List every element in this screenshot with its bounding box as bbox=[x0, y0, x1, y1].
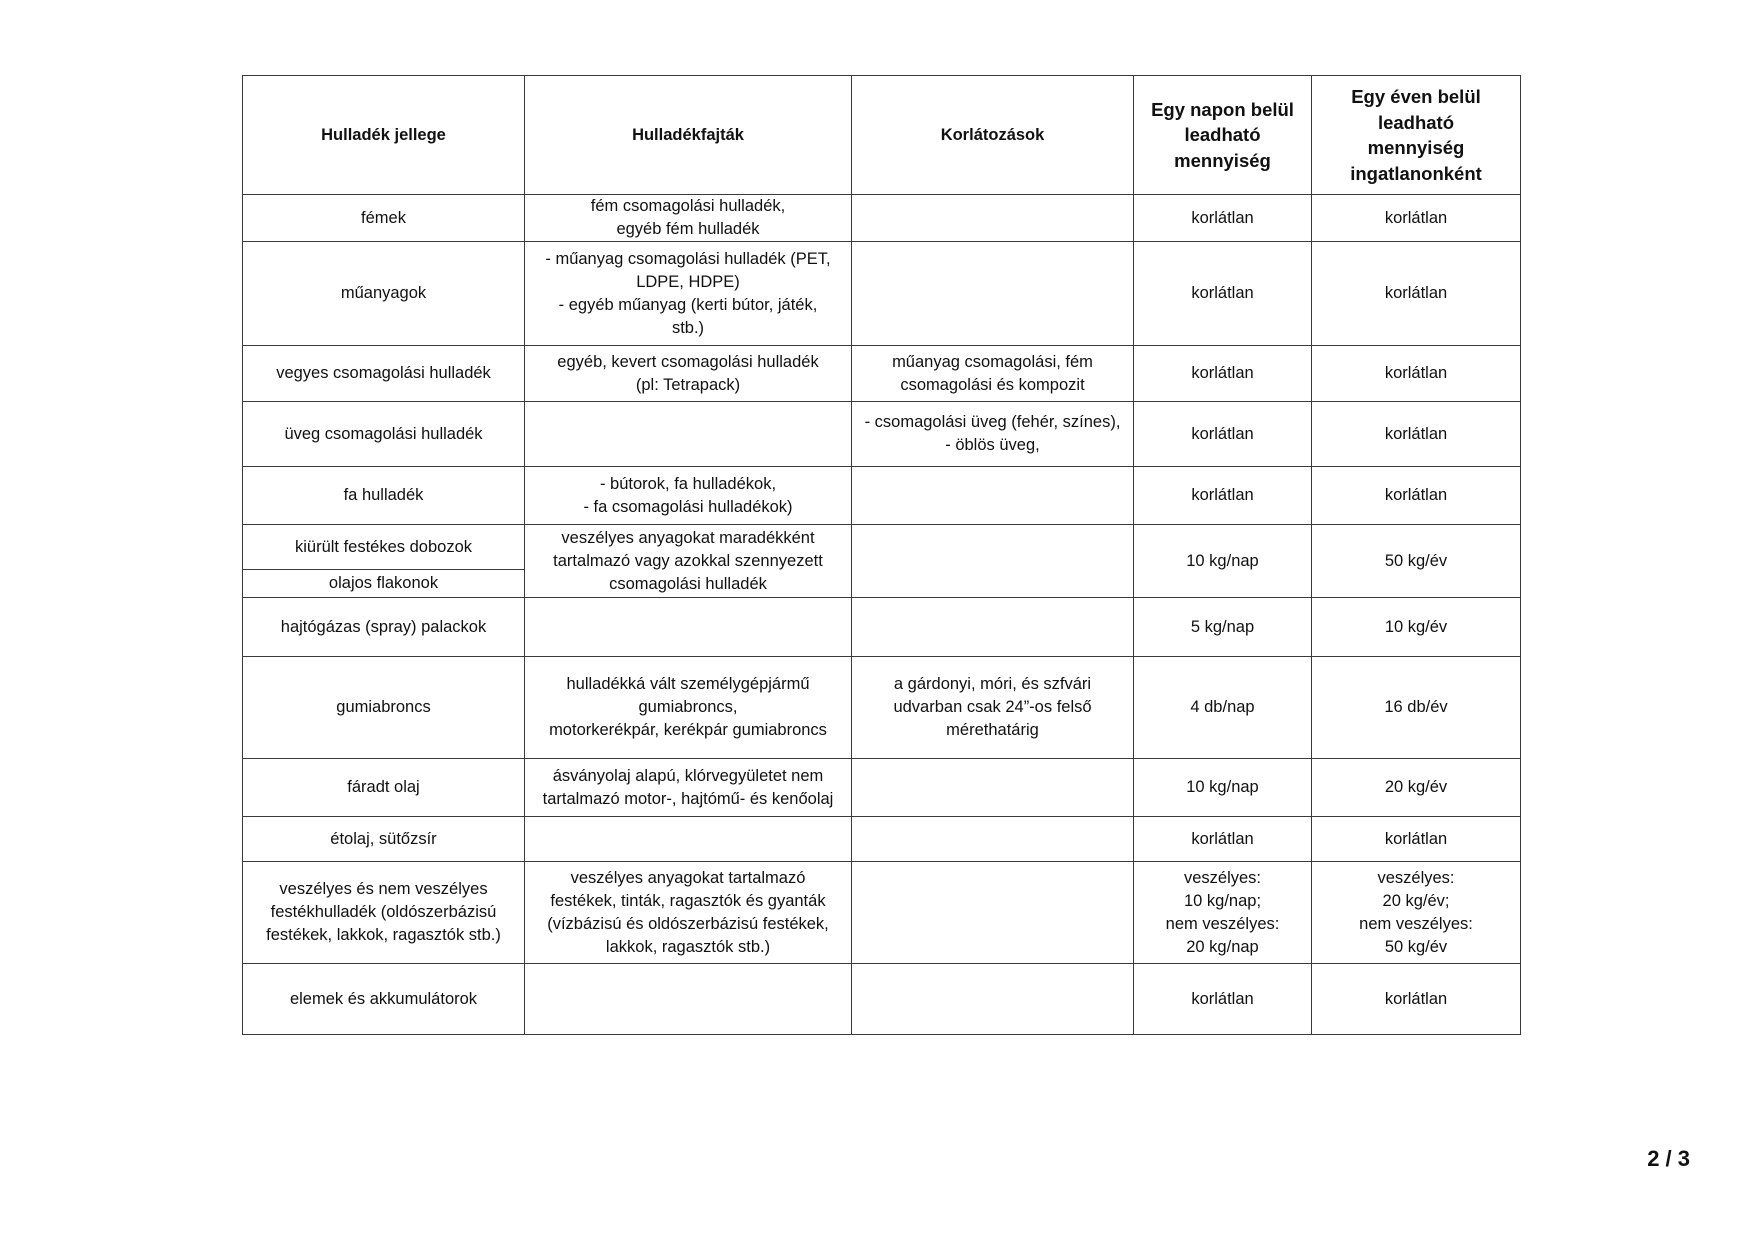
cell-restrictions bbox=[852, 862, 1134, 964]
cell-waste-kinds: veszélyes anyagokat tartalmazó festékek, tinták, ragasztók és gyanták (vízbázisú és oldószerbázisú festékek, lakkok, ragasztók stb.) bbox=[525, 862, 852, 964]
cell-yearly-amount: korlátlan bbox=[1312, 964, 1521, 1035]
cell-waste-kinds bbox=[525, 964, 852, 1035]
cell-restrictions bbox=[852, 525, 1134, 598]
cell-daily-amount: korlátlan bbox=[1134, 964, 1312, 1035]
table-row bbox=[243, 862, 1521, 964]
cell-waste-kinds: - bútorok, fa hulladékok, - fa csomagolási hulladékok) bbox=[525, 467, 852, 525]
cell-waste-type: veszélyes és nem veszélyes festékhulladék (oldószerbázisú festékek, lakkok, ragasztók stb.) bbox=[243, 862, 525, 964]
cell-daily-amount: korlátlan bbox=[1134, 346, 1312, 402]
table-row bbox=[243, 195, 1521, 242]
table-row bbox=[243, 242, 1521, 346]
cell-waste-type: hajtógázas (spray) palackok bbox=[243, 598, 525, 657]
cell-daily-amount: korlátlan bbox=[1134, 195, 1312, 242]
cell-yearly-amount: 10 kg/év bbox=[1312, 598, 1521, 657]
table-row bbox=[243, 346, 1521, 402]
cell-restrictions bbox=[852, 817, 1134, 862]
cell-yearly-amount: korlátlan bbox=[1312, 817, 1521, 862]
table-row bbox=[243, 817, 1521, 862]
cell-restrictions bbox=[852, 598, 1134, 657]
cell-restrictions: műanyag csomagolási, fém csomagolási és kompozit bbox=[852, 346, 1134, 402]
table-row bbox=[243, 964, 1521, 1035]
cell-daily-amount: 10 kg/nap bbox=[1134, 525, 1312, 598]
table-row bbox=[243, 598, 1521, 657]
cell-restrictions bbox=[852, 759, 1134, 817]
cell-waste-type: fémek bbox=[243, 195, 525, 242]
header-restrictions: Korlátozások bbox=[852, 76, 1134, 195]
cell-waste-type: kiürült festékes dobozok bbox=[243, 525, 525, 570]
header-waste-kinds: Hulladékfajták bbox=[525, 76, 852, 195]
cell-daily-amount: veszélyes: 10 kg/nap; nem veszélyes: 20 kg/nap bbox=[1134, 862, 1312, 964]
cell-waste-kinds: veszélyes anyagokat maradékként tartalmazó vagy azokkal szennyezett csomagolási hulladék bbox=[525, 525, 852, 598]
cell-daily-amount: 5 kg/nap bbox=[1134, 598, 1312, 657]
cell-waste-kinds bbox=[525, 817, 852, 862]
cell-restrictions: a gárdonyi, móri, és szfvári udvarban csak 24”-os felső mérethatárig bbox=[852, 657, 1134, 759]
cell-daily-amount: 10 kg/nap bbox=[1134, 759, 1312, 817]
cell-waste-type: vegyes csomagolási hulladék bbox=[243, 346, 525, 402]
header-yearly-amount: Egy éven belül leadható mennyiség ingatlanonként bbox=[1312, 76, 1521, 195]
cell-waste-type: elemek és akkumulátorok bbox=[243, 964, 525, 1035]
table-row bbox=[243, 657, 1521, 759]
cell-yearly-amount: korlátlan bbox=[1312, 402, 1521, 467]
cell-restrictions bbox=[852, 964, 1134, 1035]
header-daily-amount: Egy napon belül leadható mennyiség bbox=[1134, 76, 1312, 195]
cell-restrictions bbox=[852, 195, 1134, 242]
cell-waste-type: üveg csomagolási hulladék bbox=[243, 402, 525, 467]
cell-yearly-amount: 20 kg/év bbox=[1312, 759, 1521, 817]
cell-waste-type: műanyagok bbox=[243, 242, 525, 346]
cell-restrictions bbox=[852, 467, 1134, 525]
table-row bbox=[243, 467, 1521, 525]
cell-restrictions bbox=[852, 242, 1134, 346]
cell-restrictions: - csomagolási üveg (fehér, színes), - öblös üveg, bbox=[852, 402, 1134, 467]
cell-waste-kinds: ásványolaj alapú, klórvegyületet nem tartalmazó motor-, hajtómű- és kenőolaj bbox=[525, 759, 852, 817]
cell-yearly-amount: korlátlan bbox=[1312, 346, 1521, 402]
cell-daily-amount: korlátlan bbox=[1134, 817, 1312, 862]
page-number: 2 / 3 bbox=[1647, 1146, 1690, 1171]
table-header-row bbox=[243, 76, 1521, 195]
table-row bbox=[243, 402, 1521, 467]
cell-waste-kinds: egyéb, kevert csomagolási hulladék (pl: Tetrapack) bbox=[525, 346, 852, 402]
cell-yearly-amount: veszélyes: 20 kg/év; nem veszélyes: 50 kg/év bbox=[1312, 862, 1521, 964]
cell-daily-amount: 4 db/nap bbox=[1134, 657, 1312, 759]
cell-waste-type: fa hulladék bbox=[243, 467, 525, 525]
cell-waste-type: fáradt olaj bbox=[243, 759, 525, 817]
cell-yearly-amount: 50 kg/év bbox=[1312, 525, 1521, 598]
cell-waste-type: étolaj, sütőzsír bbox=[243, 817, 525, 862]
cell-waste-type: gumiabroncs bbox=[243, 657, 525, 759]
cell-daily-amount: korlátlan bbox=[1134, 242, 1312, 346]
table-row bbox=[243, 759, 1521, 817]
cell-daily-amount: korlátlan bbox=[1134, 467, 1312, 525]
cell-yearly-amount: korlátlan bbox=[1312, 467, 1521, 525]
cell-yearly-amount: korlátlan bbox=[1312, 242, 1521, 346]
cell-waste-type: olajos flakonok bbox=[243, 570, 525, 598]
cell-waste-kinds bbox=[525, 402, 852, 467]
header-waste-type: Hulladék jellege bbox=[243, 76, 525, 195]
cell-waste-kinds: - műanyag csomagolási hulladék (PET, LDPE, HDPE) - egyéb műanyag (kerti bútor, játék, stb.) bbox=[525, 242, 852, 346]
cell-daily-amount: korlátlan bbox=[1134, 402, 1312, 467]
cell-yearly-amount: korlátlan bbox=[1312, 195, 1521, 242]
cell-waste-kinds: hulladékká vált személygépjármű gumiabroncs, motorkerékpár, kerékpár gumiabroncs bbox=[525, 657, 852, 759]
cell-yearly-amount: 16 db/év bbox=[1312, 657, 1521, 759]
cell-waste-kinds bbox=[525, 598, 852, 657]
table-row bbox=[243, 525, 1521, 570]
waste-acceptance-table bbox=[242, 75, 1521, 1035]
cell-waste-kinds: fém csomagolási hulladék, egyéb fém hulladék bbox=[525, 195, 852, 242]
